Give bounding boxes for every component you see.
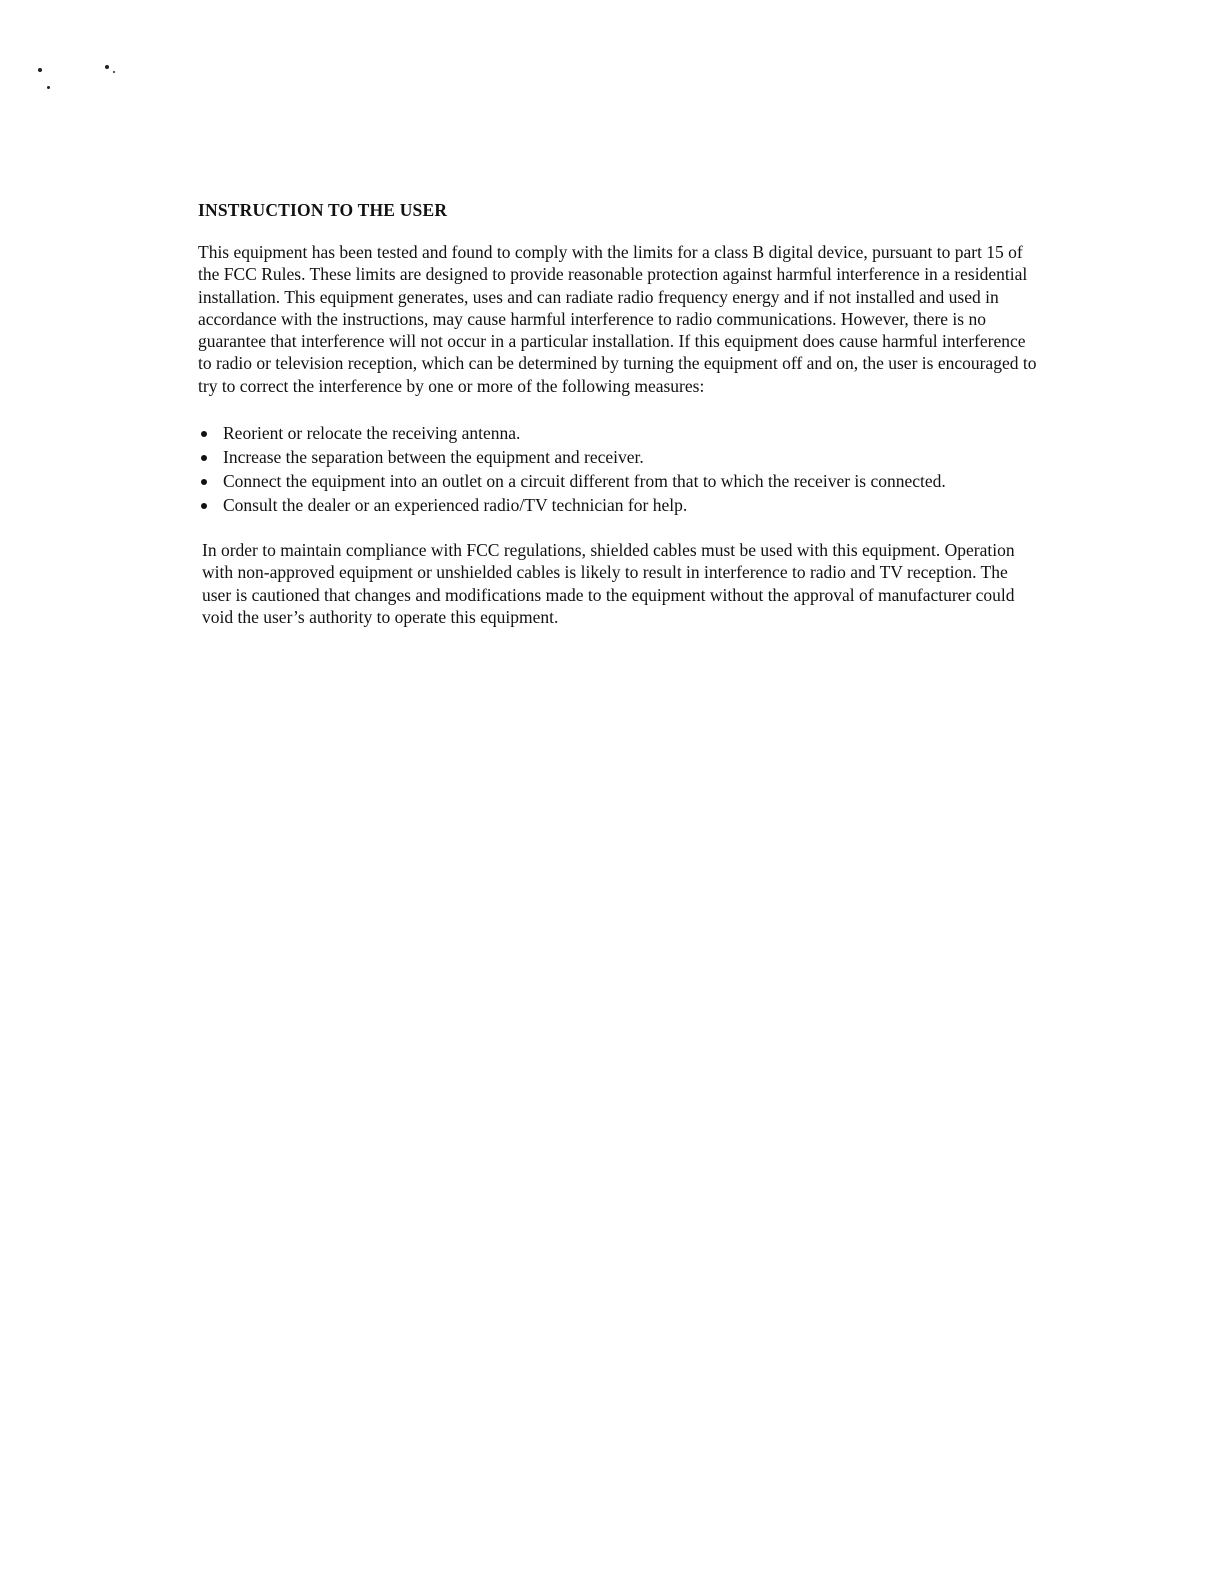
bullet-icon xyxy=(201,431,207,437)
scan-speck xyxy=(113,71,115,73)
list-item xyxy=(198,493,1038,517)
page-title: INSTRUCTION TO THE USER xyxy=(198,200,448,220)
bullet-icon xyxy=(201,479,207,485)
list-item-text: Increase the separation between the equipment and receiver. xyxy=(223,447,644,468)
list-item-text: Consult the dealer or an experienced radio/TV technician for help. xyxy=(223,495,688,516)
document-body xyxy=(198,200,1038,628)
list-item-text: Reorient or relocate the receiving antenna. xyxy=(223,423,521,444)
measures-list xyxy=(198,421,1038,517)
scan-speck xyxy=(105,65,109,69)
bullet-icon xyxy=(201,455,207,461)
bullet-icon xyxy=(201,503,207,509)
list-item xyxy=(198,445,1038,469)
scan-speck xyxy=(47,86,50,89)
cable-compliance-paragraph: In order to maintain compliance with FCC regulations, shielded cables must be used with this equipment. Operation with non-approved equipment or unshielded cables is likely to result in interference to radio and TV reception. The user is cautioned that changes and modifications made to the equipment without the approval of manufacturer could void the user’s authority to operate this equipment. xyxy=(202,540,1015,627)
scan-speck xyxy=(38,68,42,72)
list-item xyxy=(198,421,1038,445)
compliance-paragraph: This equipment has been tested and found to comply with the limits for a class B digital device, pursuant to part 15 of the FCC Rules. These limits are designed to provide reasonable protection against harmful interference in a residential installation. This equipment generates, uses and can radiate radio frequency energy and if not installed and used in accordance with the instructions, may cause harmful interference to radio communications. However, there is no guarantee that interference will not occur in a particular installation. If this equipment does cause harmful interference to radio or television reception, which can be determined by turning the equipment off and on, the user is encouraged to try to correct the interference by one or more of the following measures: xyxy=(198,242,1037,396)
list-item-text: Connect the equipment into an outlet on a circuit different from that to which the receiver is connected. xyxy=(223,471,946,492)
list-item xyxy=(198,469,1038,493)
